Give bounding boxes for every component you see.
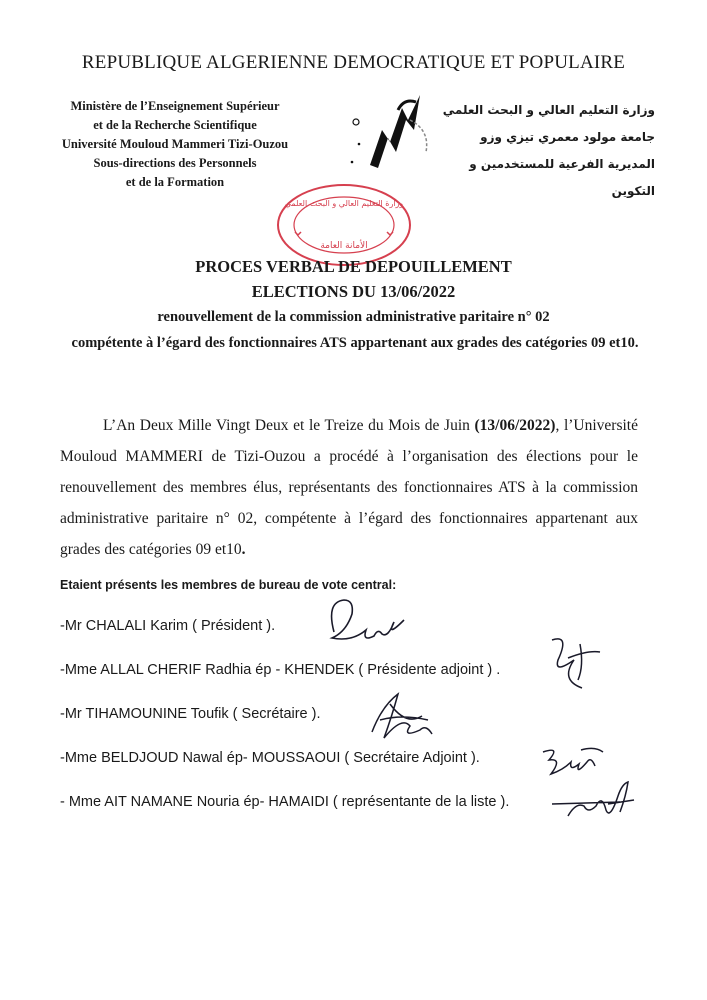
paragraph-text: L’An Deux Mille Vingt Deux et le Treize du Mois de Juin <box>103 417 475 434</box>
member-president: -Mr CHALALI Karim ( Président ). <box>60 618 276 634</box>
republic-header: REPUBLIQUE ALGERIENNE DEMOCRATIQUE ET POPULAIRE <box>81 52 626 73</box>
member-list-representative: - Mme AIT NAMANE Nouria ép- HAMAIDI ( représentante de la liste ). <box>60 794 510 810</box>
body-paragraph <box>60 410 638 565</box>
signature-beldjoud <box>535 742 607 786</box>
member-vice-president: -Mme ALLAL CHERIF Radhia ép - KHENDEK ( Présidente adjoint ) . <box>60 662 501 678</box>
document-title: PROCES VERBAL DE DEPOUILLEMENT <box>195 257 512 276</box>
ministry-line-ar: المديرية الفرعية للمستخدمين و التكوين <box>469 157 655 198</box>
ministry-arabic-block <box>440 97 655 205</box>
ministry-line-ar: وزارة التعليم العالي و البحث العلمي <box>442 103 655 117</box>
university-logo <box>340 90 440 180</box>
signature-ait-namane <box>548 776 638 826</box>
signature-tihamounine <box>362 686 442 748</box>
ministry-line: et de la Formation <box>125 175 225 189</box>
ministry-french-block <box>40 97 310 192</box>
member-deputy-secretary: -Mme BELDJOUD Nawal ép- MOUSSAOUI ( Secrétaire Adjoint ). <box>60 750 480 766</box>
election-date-title: ELECTIONS DU 13/06/2022 <box>251 282 456 301</box>
ministry-line: et de la Recherche Scientifique <box>93 118 257 132</box>
paragraph-text: , l’Université Mouloud MAMMERI de Tizi-Ouzou a procédé à l’organisation des élections pour le renouvellement des membres élus, représentants des fonctionnaires ATS à la commission administrative paritaire n° 02, compétente à l’égard des fonctionnaires appartenant aux grades des catégories 09 et10 <box>60 417 638 558</box>
competence-line: compétente à l’égard des fonctionnaires ATS appartenant aux grades des catégories 09 et10. <box>71 335 639 351</box>
member-secretary: -Mr TIHAMOUNINE Toufik ( Secrétaire ). <box>60 706 321 722</box>
ministry-line: Sous-directions des Personnels <box>93 156 257 170</box>
signature-allal <box>540 630 610 690</box>
ministry-line-ar: جامعة مولود معمري تيزي وزو <box>480 130 655 144</box>
signature-chalali <box>322 592 412 654</box>
paragraph-end: . <box>241 541 246 558</box>
paragraph-date: (13/06/2022) <box>474 417 556 434</box>
subject-line: renouvellement de la commission administrative paritaire n° 02 <box>157 309 550 325</box>
members-heading: Etaient présents les membres de bureau de vote central: <box>60 578 397 592</box>
ministry-line: Université Mouloud Mammeri Tizi-Ouzou <box>61 137 289 151</box>
stamp-text-bottom: الأمانة العامة <box>320 241 368 251</box>
ministry-line: Ministère de l’Enseignement Supérieur <box>70 99 280 113</box>
stamp-text-top: وزارة التعليم العالي و البحث العلمي <box>284 199 404 208</box>
